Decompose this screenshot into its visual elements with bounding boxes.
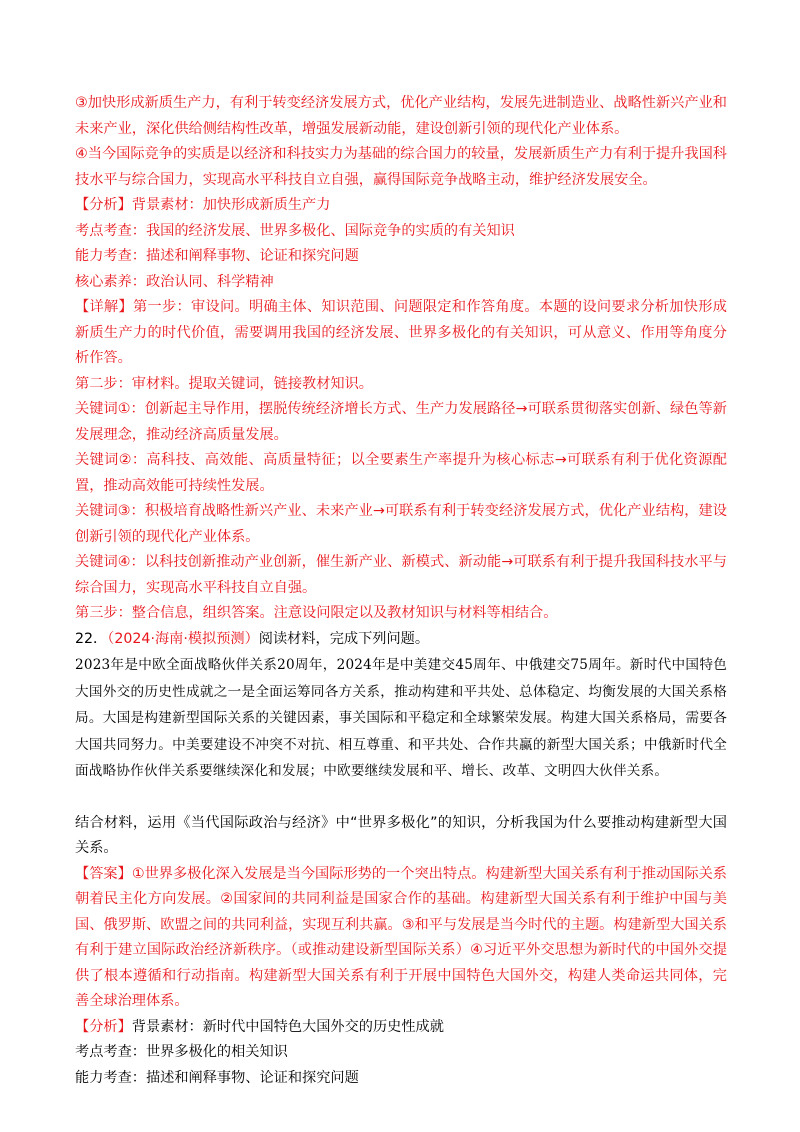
analysis-background <box>75 193 727 219</box>
detail-keyword-1: 关键词①：创新起主导作用，摆脱传统经济增长方式、生产力发展路径→可联系贯彻落实创新、绿色等新发展理念，推动经济高质量发展。 <box>75 401 727 443</box>
detail-keyword-3: 关键词③：积极培育战略性新兴产业、未来产业→可联系有利于转变经济发展方式，优化产业结构，建设创新引领的现代化产业体系。 <box>75 503 727 545</box>
point-3: ③加快形成新质生产力，有利于转变经济发展方式，优化产业结构，发展先进制造业、战略性新兴产业和未来产业，深化供给侧结构性改革，增强发展新动能，建设创新引领的现代化产业体系。 <box>75 95 727 137</box>
point-4: ④当今国际竞争的实质是以经济和科技实力为基础的综合国力的较量，发展新质生产力有利于提升我国科技水平与综合国力，实现高水平科技自立自强，赢得国际竞争战略主动，维护经济发展安全。 <box>75 146 727 188</box>
detail-keyword-2: 关键词②：高科技、高效能、高质量特征；以全要素生产率提升为核心标志→可联系有利于优化资源配置，推动高效能可持续性发展。 <box>75 452 727 494</box>
analysis2-background-text: 背景素材：新时代中国特色大国外交的历史性成就 <box>131 1018 444 1035</box>
detail-step3: 第三步：整合信息，组织答案。注意设问限定以及教材知识与材料等相结合。 <box>75 605 558 621</box>
detail-step1 <box>75 295 727 372</box>
question-instruction: 阅读材料，完成下列问题。 <box>258 630 430 647</box>
spacer <box>75 785 727 811</box>
question-source: （2024·海南·模拟预测） <box>107 630 259 647</box>
analysis2-nengli: 能力考查：描述和阐释事物、论证和探究问题 <box>75 1069 359 1086</box>
document-content <box>75 91 727 1091</box>
analysis-background-text: 背景素材：加快形成新质生产力 <box>131 197 331 213</box>
answer-tag: 【答案】 <box>75 865 132 882</box>
analysis-kaodian: 考点考查：我国的经济发展、世界多极化、国际竞争的实质的有关知识 <box>75 222 515 239</box>
answer-22 <box>75 862 727 1015</box>
analysis2-kaodian: 考点考查：世界多极化的相关知识 <box>75 1044 288 1060</box>
question-number: 22． <box>75 630 108 647</box>
detail-step1-text: 第一步：审设问。明确主体、知识范围、问题限定和作答角度。本题的设问要求分析加快形成新质生产力的时代价值，需要调用我国的经济发展、世界多极化的有关知识，可从意义、作用等角度分析作答。 <box>75 299 727 366</box>
answer-text: ①世界多极化深入发展是当今国际形势的一个突出特点。构建新型大国关系有利于推动国际关系朝着民主化方向发展。②国家间的共同利益是国家合作的基础。构建新型大国关系有利于维护中国与美国、俄罗斯、欧盟之间的共同利益，实现互利共赢。③和平与发展是当今时代的主题。构建新型大国关系有利于建立国际政治经济新秩序。（或推动建设新型国际关系）④习近平外交思想为新时代的中国外交提供了根本遵循和行动指南。构建新型大国关系有利于开展中国特色大国外交，构建人类命运共同体，完善全球治理体系。 <box>75 865 727 1009</box>
detail-tag: 【详解】 <box>75 299 133 315</box>
analysis-nengli: 能力考查：描述和阐释事物、论证和探究问题 <box>75 248 359 264</box>
detail-keyword-4: 关键词④：以科技创新推动产业创新，催生新产业、新模式、新动能→可联系有利于提升我国科技水平与综合国力，实现高水平科技自立自强。 <box>75 554 727 596</box>
question-22-material: 2023年是中欧全面战略伙伴关系20周年，2024年是中美建交45周年、中俄建交75周年。新时代中国特色大国外交的历史性成就之一是全面运筹同各方关系，推动构建和平共处、总体稳定、均衡发展的大国关系格局。大国是构建新型国际关系的关键因素，事关国际和平稳定和全球繁荣发展。构建大国关系格局，需要各大国共同努力。中美要建设不冲突不对抗、相互尊重、和平共处、合作共赢的新型大国关系；中俄新时代全面战略协作伙伴关系要继续深化和发展；中欧要继续发展和平、增长、改革、文明四大伙伴关系。 <box>75 657 727 779</box>
analysis-suyang: 核心素养：政治认同、科学精神 <box>75 273 274 290</box>
analysis2-tag: 【分析】 <box>75 1018 132 1035</box>
question-22-header <box>75 627 727 653</box>
analysis2-background <box>75 1015 727 1041</box>
question-22-prompt: 结合材料，运用《当代国际政治与经济》中“世界多极化”的知识，分析我国为什么要推动构建新型大国关系。 <box>75 814 727 856</box>
analysis-tag: 【分析】 <box>75 197 132 213</box>
detail-step2: 第二步：审材料。提取关键词，链接教材知识。 <box>75 375 373 392</box>
